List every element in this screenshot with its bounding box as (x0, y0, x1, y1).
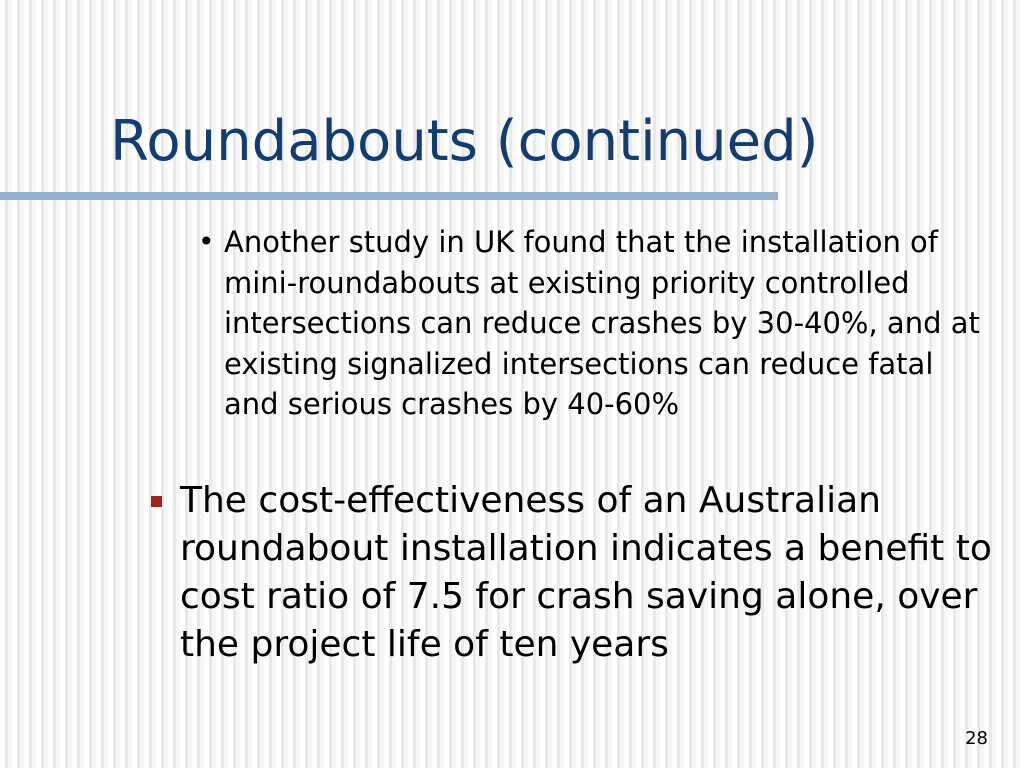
slide-title: Roundabouts (continued) (110, 109, 819, 174)
page-number: 28 (965, 728, 988, 749)
bullet-dot-icon: • (198, 225, 215, 258)
title-underline-rule (0, 192, 778, 200)
sub-bullet-item (198, 222, 998, 425)
bullet-square-icon-wrap (148, 477, 180, 525)
main-bullet-text: The cost-effectiveness of an Australian roundabout installation indicates a benefit to cost ratio of 7.5 for crash saving alone, over the project life of ten years (180, 480, 992, 665)
sub-bullet-text: Another study in UK found that the installation of mini-roundabouts at existing priority controlled intersections can reduce crashes by 30-40%, and at existing signalized intersections can reduce fatal and serious crashes by 40-60% (224, 225, 980, 422)
main-bullet-item (148, 477, 998, 669)
bullet-square-icon (151, 496, 162, 507)
